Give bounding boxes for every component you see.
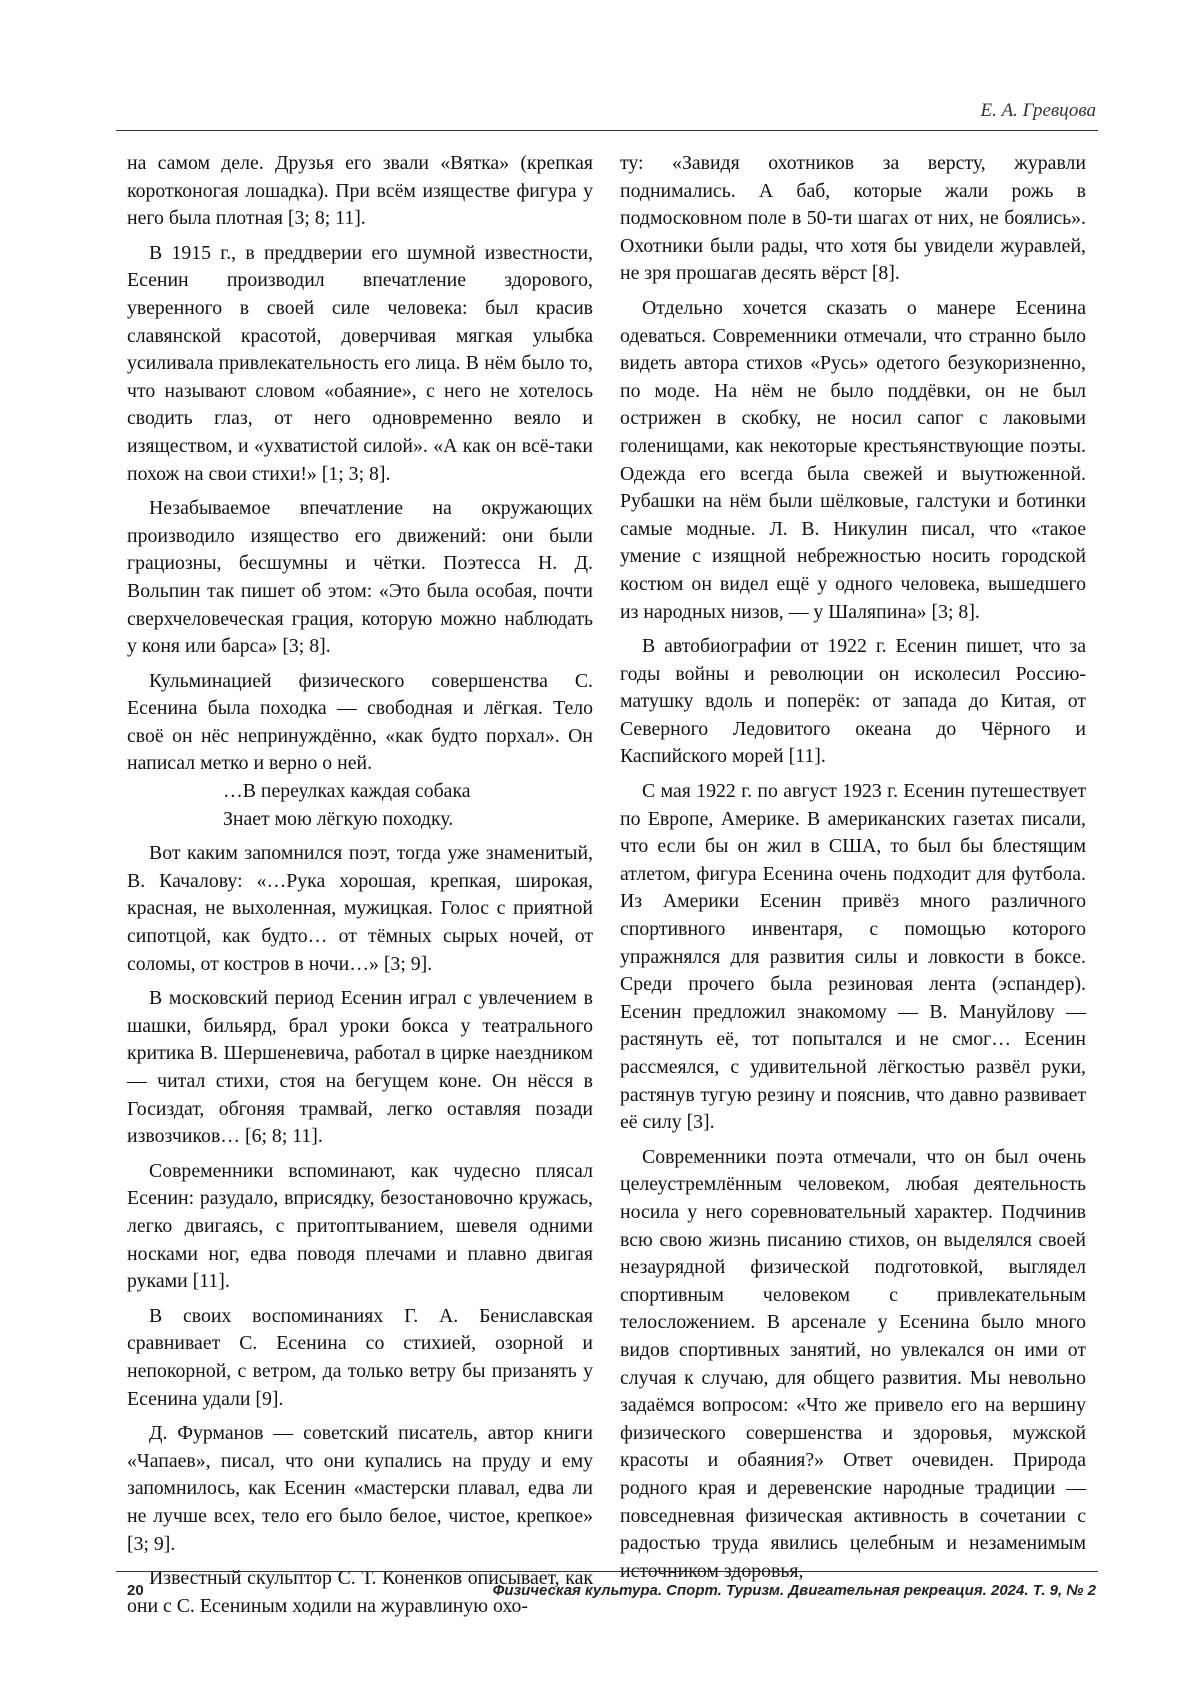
paragraph: В своих воспоминаниях Г. А. Бениславская сравнивает С. Есенина со стихией, озорной и непокорной, с ветром, да только ветру бы призанять у Есенина удали [9]. bbox=[127, 1304, 593, 1410]
running-header-author: Е. А. Гревцова bbox=[980, 100, 1096, 121]
journal-citation: Физическая культура. Спорт. Туризм. Двигательная рекреация. 2024. Т. 9, № 2 bbox=[492, 1582, 1096, 1599]
verse-line: Знает мою лёгкую походку. bbox=[223, 807, 454, 830]
verse-line: …В переулках каждая собака bbox=[223, 780, 471, 803]
header-rule bbox=[116, 130, 1098, 131]
paragraph: С мая 1922 г. по август 1923 г. Есенин путешествует по Европе, Америке. В американских газетах писали, что если бы он жил в США, то был бы блестящим атлетом, фигура Есенина очень подходит для футбола. Из Америки Есенин привёз много различного спортивного инвентаря, с помощью которого упражнялся для развития силы и ловкости в боксе. Среди прочего была резиновая лента (эспандер). Есенин предложил знакомому — В. Мануйлову — растянуть её, тот попытался и не смог… Есенин рассмеялся, с удивительной лёгкостью развёл руки, растянув тугую резину и пояснив, что давно развивает её силу [3]. bbox=[620, 780, 1086, 1134]
paragraph: В 1915 г., в преддверии его шумной известности, Есенин производил впечатление здорового, уверенного в своей силе человека: был красив славянской красотой, доверчивая мягкая улыбка усиливала привлекательность его лица. В нём было то, что называют словом «обаяние», с него не хотелось сводить глаз, от него одновременно веяло и изяществом, и «ухватистой силой». «А как он всё-таки похож на свои стихи!» [1; 3; 8]. bbox=[127, 241, 593, 485]
paragraph: ту: «Завидя охотников за версту, журавли поднимались. А баб, которые жали рожь в подмосковном поле в 50-ти шагах от них, не боялись». Охотники были рады, что хотя бы увидели журавлей, не зря прошагав десять вёрст [8]. bbox=[620, 152, 1086, 285]
paragraph: Д. Фурманов — советский писатель, автор книги «Чапаев», писал, что они купались на пруду и ему запомнилось, как Есенин «мастерски плавал, едва ли не лучше всех, тело его было белое, чистое, крепкое» [3; 9]. bbox=[127, 1422, 593, 1555]
paragraph: Отдельно хочется сказать о манере Есенина одеваться. Современники отмечали, что странно было видеть автора стихов «Русь» одетого безукоризненно, по моде. На нём не было поддёвки, он не был острижен в скобку, не носил сапог с лаковыми голенищами, как некоторые крестьянствующие поэты. Одежда его всегда была свежей и выутюженной. Рубашки на нём были шёлковые, галстуки и ботинки самые модные. Л. В. Никулин писал, что «такое умение с изящной небрежностью носить городской костюм он видел ещё у одного человека, вышедшего из народных низов, — у Шаляпина» [3; 8]. bbox=[620, 296, 1086, 623]
left-column bbox=[127, 150, 593, 1627]
page-number: 20 bbox=[127, 1582, 144, 1599]
paragraph: Современники вспоминают, как чудесно плясал Есенин: разудало, вприсядку, безостановочно кружась, легко двигаясь, с притоптыванием, шевеля одними носками ног, едва поводя плечами и плавно двигая руками [11]. bbox=[127, 1159, 593, 1293]
paragraph: В автобиографии от 1922 г. Есенин пишет, что за годы войны и революции он исколесил Россию-матушку вдоль и поперёк: от запада до Китая, от Северного Ледовитого океана до Чёрного и Каспийского морей [11]. bbox=[620, 635, 1086, 768]
paragraph: В московский период Есенин играл с увлечением в шашки, бильярд, брал уроки бокса у театрального критика В. Шершеневича, работал в цирке наездником — читал стихи, стоя на бегущем коне. Он нёсся в Госиздат, обгоняя трамвай, легко оставляя позади извозчиков… [6; 8; 11]. bbox=[127, 987, 593, 1148]
paragraph: Незабываемое впечатление на окружающих производило изящество его движений: они были грациозны, бесшумны и чётки. Поэтесса Н. Д. Вольпин так пишет об этом: «Это была особая, почти сверхчеловеческая грация, которую можно наблюдать у коня или барса» [3; 8]. bbox=[127, 497, 593, 658]
paragraph: Кульминацией физического совершенства С. Есенина была походка — свободная и лёгкая. Тело своё он нёс непринуждённо, «как будто порхал». Он написал метко и верно о ней. bbox=[127, 669, 593, 775]
paragraph: Известный скульптор С. Т. Коненков описывает, как они с С. Есениным ходили на журавлиную охо- bbox=[127, 1567, 593, 1617]
right-column bbox=[620, 150, 1086, 1592]
paragraph: на самом деле. Друзья его звали «Вятка» (крепкая коротконогая лошадка). При всём изяществе фигура у него была плотная [3; 8; 11]. bbox=[127, 152, 593, 230]
paragraph: Современники поэта отмечали, что он был очень целеустремлённым человеком, любая деятельность носила у него соревновательный характер. Подчинив всю свою жизнь писанию стихов, он выделялся своей незаурядной физической подготовкой, выглядел спортивным человеком с привлекательным телосложением. В арсенале у Есенина было много видов спортивных занятий, но увлекался он ими от случая к случаю, для общего развития. Мы невольно задаёмся вопросом: «Что же привело его на вершину физического совершенства и здоровья, мужской красоты и обаяния?» Ответ очевиден. Природа родного края и деревенские народные традиции — повседневная физическая активность в сочетании с радостью труда явились целебным и незаменимым источником здоровья, bbox=[620, 1145, 1086, 1582]
paragraph: Вот каким запомнился поэт, тогда уже знаменитый, В. Качалову: «…Рука хорошая, крепкая, широкая, красная, не выхоленная, мужицкая. Голос с приятной сипотцой, как будто… от тёмных сырых ночей, от соломы, от костров в ночи…» [3; 9]. bbox=[127, 842, 593, 975]
footer-rule bbox=[116, 1571, 1098, 1572]
